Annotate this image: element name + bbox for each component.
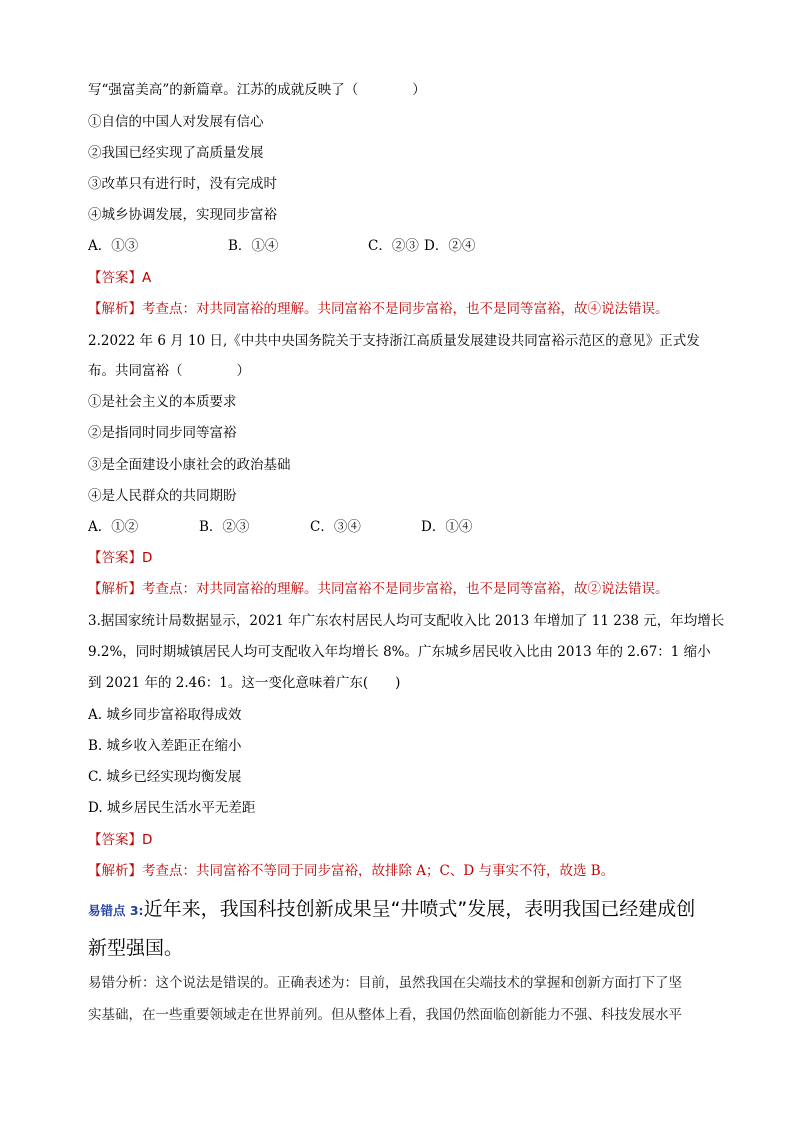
q2-item-4: ④是人民群众的共同期盼	[88, 488, 237, 504]
q1-analysis	[88, 299, 669, 319]
q1-option-d: D．②④	[424, 238, 476, 254]
error-analysis-line-2: 实基础，在一些重要领域走在世界前列。但从整体上看，我国仍然面临创新能力不强、科技发展水平	[88, 1007, 682, 1023]
q3-stem-line-2: 9.2%，同时期城镇居民人均可支配收入年均增长 8%。广东城乡居民收入比由 2013 年的 2.67：1 缩小	[88, 644, 711, 660]
analysis-tag: 【解析】	[88, 581, 142, 597]
q2-analysis	[88, 579, 669, 599]
q1-item-1: ①自信的中国人对发展有信心	[88, 114, 264, 130]
analysis-text: 考查点：对共同富裕的理解。共同富裕不是同步富裕，也不是同等富裕，故④说法错误。	[142, 301, 669, 317]
q1-stem-tail: 写“强富美高”的新篇章。江苏的成就反映了（ ）	[88, 82, 426, 98]
analysis-text: 考查点：对共同富裕的理解。共同富裕不是同步富裕，也不是同等富裕，故②说法错误。	[142, 581, 669, 597]
q2-stem-line-2: 布。共同富裕（ ）	[88, 363, 250, 379]
q3-option-b: B. 城乡收入差距正在缩小	[88, 738, 242, 754]
answer-value: A	[142, 270, 152, 286]
q2-option-c: C．③④	[310, 519, 361, 535]
analysis-text: 考查点：共同富裕不等同于同步富裕，故排除 A；C、D 与事实不符，故选 B。	[142, 863, 615, 879]
error-analysis-line-1: 易错分析：这个说法是错误的。正确表述为：目前，虽然我国在尖端技术的掌握和创新方面打下了坚	[88, 975, 682, 991]
q3-stem-line-3: 到 2021 年的 2.46：1。这一变化意味着广东( )	[88, 675, 401, 691]
q3-option-d: D. 城乡居民生活水平无差距	[88, 800, 256, 816]
q2-option-b: B．②③	[199, 519, 250, 535]
q1-item-4: ④城乡协调发展，实现同步富裕	[88, 207, 277, 223]
q3-analysis	[88, 861, 614, 881]
q1-item-3: ③改革只有进行时，没有完成时	[88, 176, 277, 192]
answer-value: D	[142, 832, 153, 848]
q3-stem-line-1: 3.据国家统计局数据显示，2021 年广东农村居民人均可支配收入比 2013 年增加了 11 238 元，年均增长	[88, 613, 725, 629]
q2-stem-line-1: 2.2022 年 6 月 10 日,《中共中央国务院关于支持浙江高质量发展建设共同富裕示范区的意见》正式发	[88, 333, 700, 349]
analysis-tag: 【解析】	[88, 301, 142, 317]
q1-option-b: B．①④	[228, 238, 279, 254]
q2-item-1: ①是社会主义的本质要求	[88, 394, 237, 410]
analysis-tag: 【解析】	[88, 863, 142, 879]
answer-value: D	[142, 550, 153, 566]
answer-tag: 【答案】	[88, 832, 142, 848]
error-point-line-1: 近年来，我国科技创新成果呈“井喷式”发展，表明我国已经建成创	[143, 898, 696, 920]
q2-option-a: A．①②	[88, 519, 139, 535]
q3-answer	[88, 830, 152, 850]
q2-item-2: ②是指同时同步同等富裕	[88, 425, 237, 441]
q1-option-c: C．②③	[368, 238, 419, 254]
q1-option-a: A．①③	[88, 238, 139, 254]
q2-item-3: ③是全面建设小康社会的政治基础	[88, 457, 291, 473]
q2-option-d: D．①④	[421, 519, 473, 535]
error-point-tag: 易错点 3:	[88, 903, 144, 918]
error-point-heading	[88, 896, 695, 924]
q3-option-c: C. 城乡已经实现均衡发展	[88, 769, 242, 785]
q1-item-2: ②我国已经实现了高质量发展	[88, 145, 264, 161]
q2-answer	[88, 548, 152, 568]
q2-options	[88, 517, 472, 537]
q1-answer	[88, 268, 151, 288]
answer-tag: 【答案】	[88, 550, 142, 566]
q3-option-a: A. 城乡同步富裕取得成效	[88, 707, 242, 723]
error-point-line-2: 新型强国。	[88, 937, 184, 959]
answer-tag: 【答案】	[88, 270, 142, 286]
q1-options	[88, 236, 475, 256]
